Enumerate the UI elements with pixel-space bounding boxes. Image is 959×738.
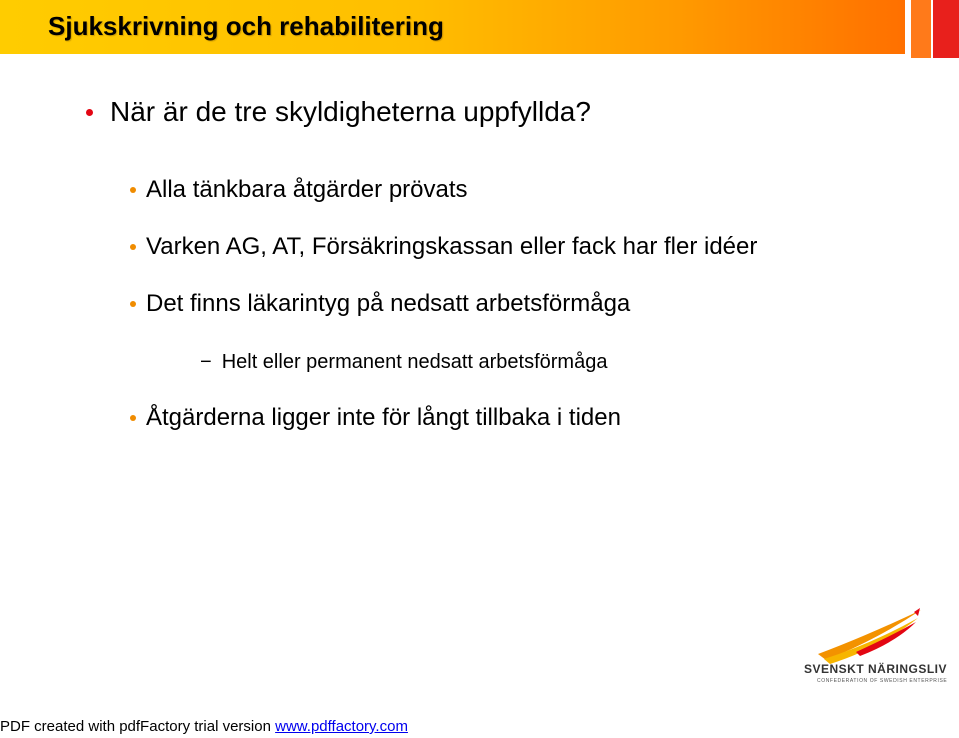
- logo-name: SVENSKT NÄRINGSLIV: [804, 662, 948, 676]
- bullet-dot-icon: [130, 244, 136, 250]
- main-bullet: [86, 96, 591, 128]
- sub-bullet-3: [130, 290, 630, 318]
- pdf-footer: [0, 718, 408, 735]
- corner-accent-red: [933, 0, 959, 58]
- sub-sub-bullet: [200, 351, 607, 374]
- sub-bullet-2: [130, 233, 757, 261]
- dash-bullet-icon: −: [200, 351, 212, 373]
- footer-text: PDF created with pdfFactory trial version: [0, 718, 276, 735]
- sub-sub-bullet-text: Helt eller permanent nedsatt arbetsförmåga: [221, 351, 608, 373]
- slide-title: Sjukskrivning och rehabilitering: [48, 11, 444, 41]
- corner-accent-orange: [911, 0, 931, 58]
- sub-bullet-text: Varken AG, AT, Försäkringskassan eller fack har fler idéer: [146, 233, 758, 260]
- bullet-dot-icon: [86, 109, 93, 116]
- main-bullet-text: När är de tre skyldigheterna uppfyllda?: [110, 96, 591, 127]
- sub-bullet-4: [130, 404, 621, 432]
- sub-bullet-text: Alla tänkbara åtgärder prövats: [146, 176, 468, 203]
- sub-bullet-text: Det finns läkarintyg på nedsatt arbetsförmåga: [146, 290, 631, 317]
- bullet-dot-icon: [130, 415, 136, 421]
- bullet-dot-icon: [130, 187, 136, 193]
- sub-bullet-text: Åtgärderna ligger inte för långt tillbaka i tiden: [146, 404, 621, 431]
- sub-bullet-1: [130, 176, 468, 204]
- footer-link[interactable]: www.pdffactory.com: [275, 718, 408, 735]
- title-bar: [0, 0, 905, 54]
- logo-tagline: CONFEDERATION OF SWEDISH ENTERPRISE: [817, 678, 948, 684]
- bullet-dot-icon: [130, 301, 136, 307]
